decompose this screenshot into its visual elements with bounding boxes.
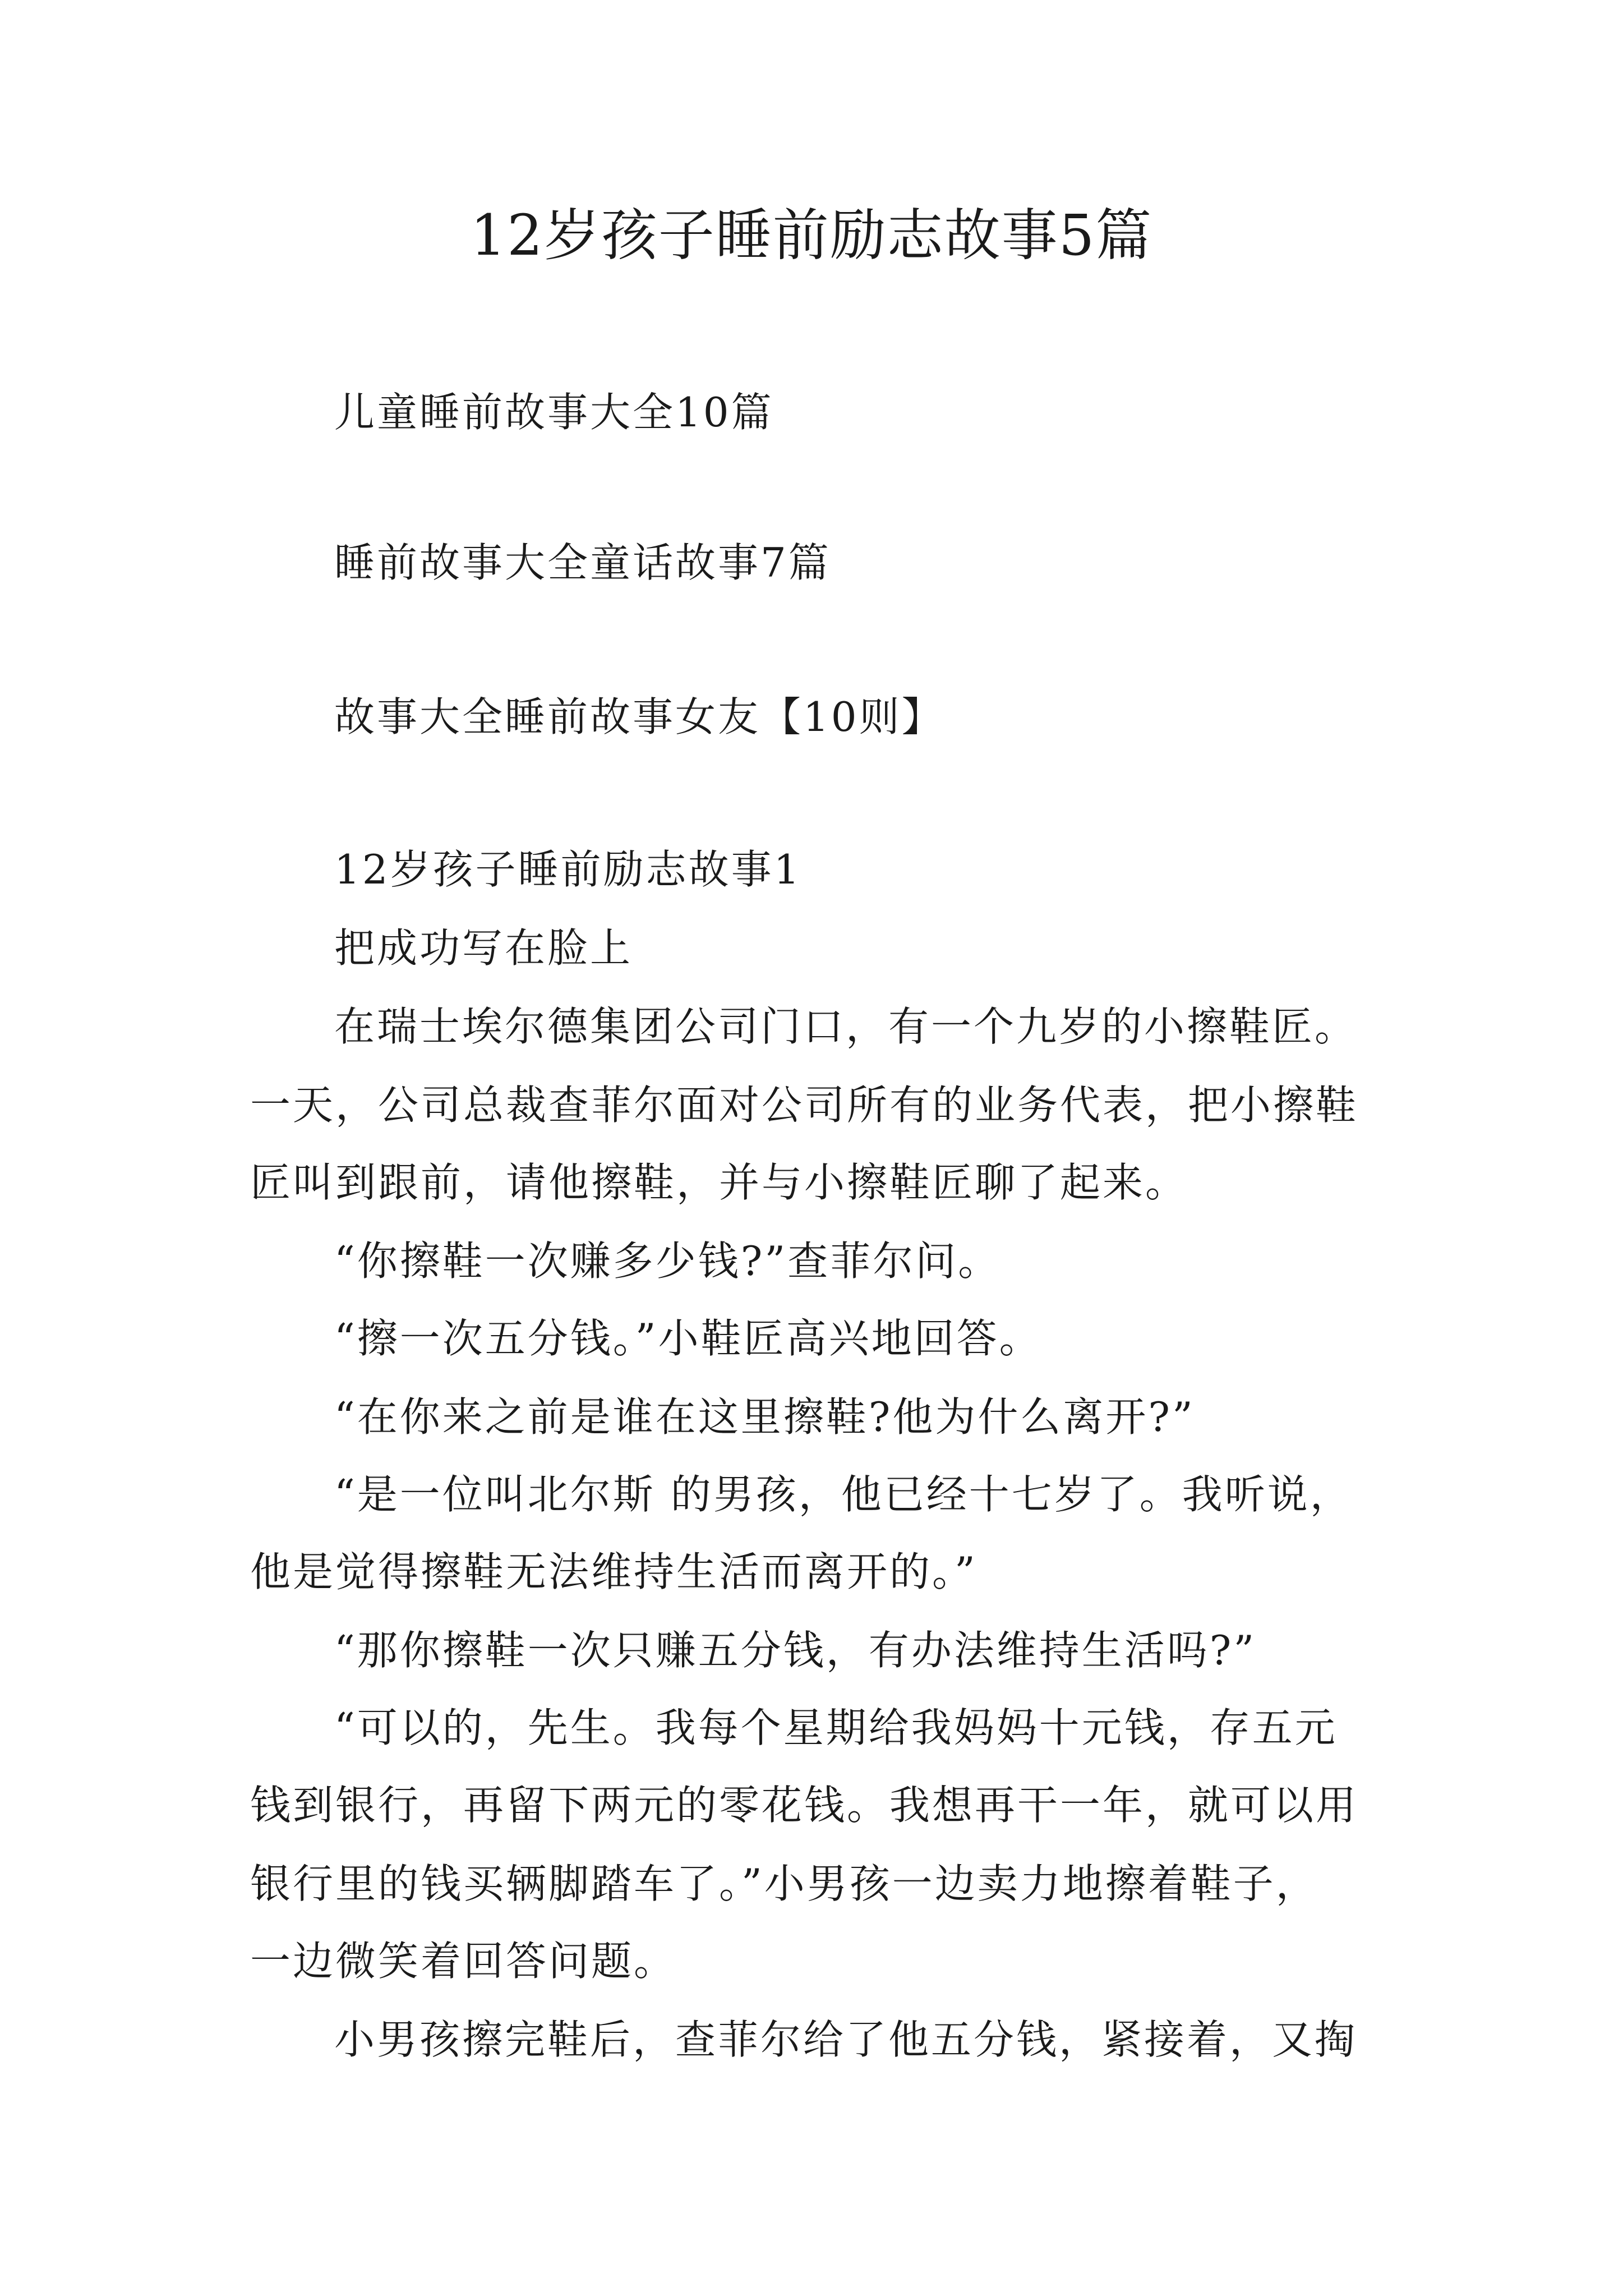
related-link-2[interactable]: 睡前故事大全童话故事7篇	[334, 539, 831, 586]
body-line: 匠叫到跟前，请他擦鞋，并与小擦鞋匠聊了起来。	[250, 1159, 1188, 1206]
body-line: “你擦鞋一次赚多少钱?”查菲尔问。	[334, 1237, 1001, 1285]
body-line: “在你来之前是谁在这里擦鞋?他为什么离开?”	[334, 1393, 1195, 1441]
body-line: 他是觉得擦鞋无法维持生活而离开的。”	[250, 1548, 978, 1595]
body-line: “那你擦鞋一次只赚五分钱，有办法维持生活吗?”	[334, 1627, 1257, 1674]
section-heading: 12岁孩子睡前励志故事1	[334, 846, 802, 893]
related-link-3[interactable]: 故事大全睡前故事女友【10则】	[334, 693, 944, 740]
story-title: 把成功写在脸上	[334, 924, 633, 972]
body-line: 一边微笑着回答问题。	[250, 1938, 677, 1985]
body-line: “擦一次五分钱。”小鞋匠高兴地回答。	[334, 1315, 1042, 1362]
body-line: 在瑞士埃尔德集团公司门口，有一个九岁的小擦鞋匠。	[334, 1003, 1358, 1050]
body-line: 银行里的钱买辆脚踏车了。”小男孩一边卖力地擦着鞋子，	[250, 1860, 1318, 1907]
related-link-1[interactable]: 儿童睡前故事大全10篇	[334, 389, 774, 436]
body-line: “是一位叫北尔斯 的男孩，他已经十七岁了。我听说，	[334, 1471, 1353, 1518]
document-title: 12岁孩子睡前励志故事5篇	[470, 203, 1153, 268]
body-line: 一天，公司总裁查菲尔面对公司所有的业务代表，把小擦鞋	[250, 1082, 1359, 1129]
body-line: “可以的，先生。我每个星期给我妈妈十元钱，存五元	[334, 1704, 1338, 1751]
body-line: 钱到银行，再留下两元的零花钱。我想再干一年，就可以用	[250, 1782, 1359, 1829]
body-line: 小男孩擦完鞋后，查菲尔给了他五分钱，紧接着，又掏	[334, 2016, 1358, 2063]
